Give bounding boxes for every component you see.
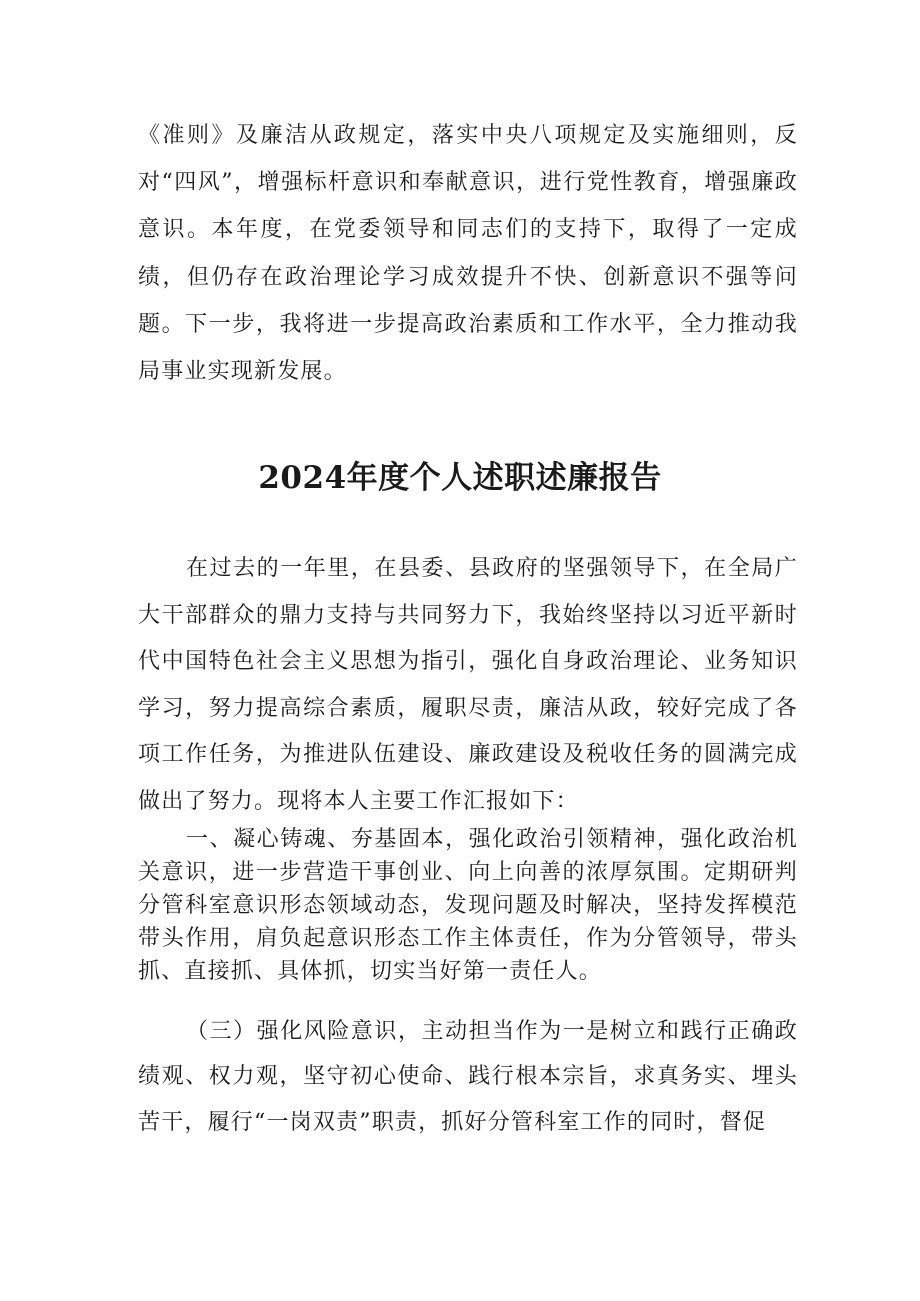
intro-paragraph: 《准则》及廉洁从政规定，落实中央八项规定及实施细则，反对“四风”，增强标杆意识和奉献意识，进行党性教育，增强廉政意识。本年度，在党委领导和同志们的支持下，取得了一定成绩，但仍存在政治理论学习成效提升不快、创新意识不强等问题。下一步，我将进一步提高政治素质和工作水平，全力推动我局事业实现新发展。 — [138, 123, 798, 385]
body-paragraph-section-three: （三）强化风险意识，主动担当作为一是树立和践行正确政绩观、权力观，坚守初心使命、践行根本宗旨，求真务实、埋头苦干，履行“一岗双责”职责，抓好分管科室工作的同时，督促 — [138, 1019, 798, 1135]
body-paragraph-opening: 在过去的一年里，在县委、县政府的坚强领导下，在全局广大干部群众的鼎力支持与共同努力下，我始终坚持以习近平新时代中国特色社会主义思想为指引，强化自身政治理论、业务知识学习，努力提高综合素质，履职尽责，廉洁从政，较好完成了各项工作任务，为推进队伍建设、廉政建设及税收任务的圆满完成做出了努力。现将本人主要工作汇报如下： — [138, 556, 798, 814]
report-title: 2024年度个人述职述廉报告 — [258, 460, 662, 496]
body-paragraph-section-one: 一、凝心铸魂、夯基固本，强化政治引领精神，强化政治机关意识，进一步营造干事创业、向上向善的浓厚氛围。定期研判分管科室意识形态领域动态，发现问题及时解决，坚持发挥模范带头作用，肩负起意识形态工作主体责任，作为分管领导，带头抓、直接抓、具体抓，切实当好第一责任人。 — [138, 827, 798, 984]
